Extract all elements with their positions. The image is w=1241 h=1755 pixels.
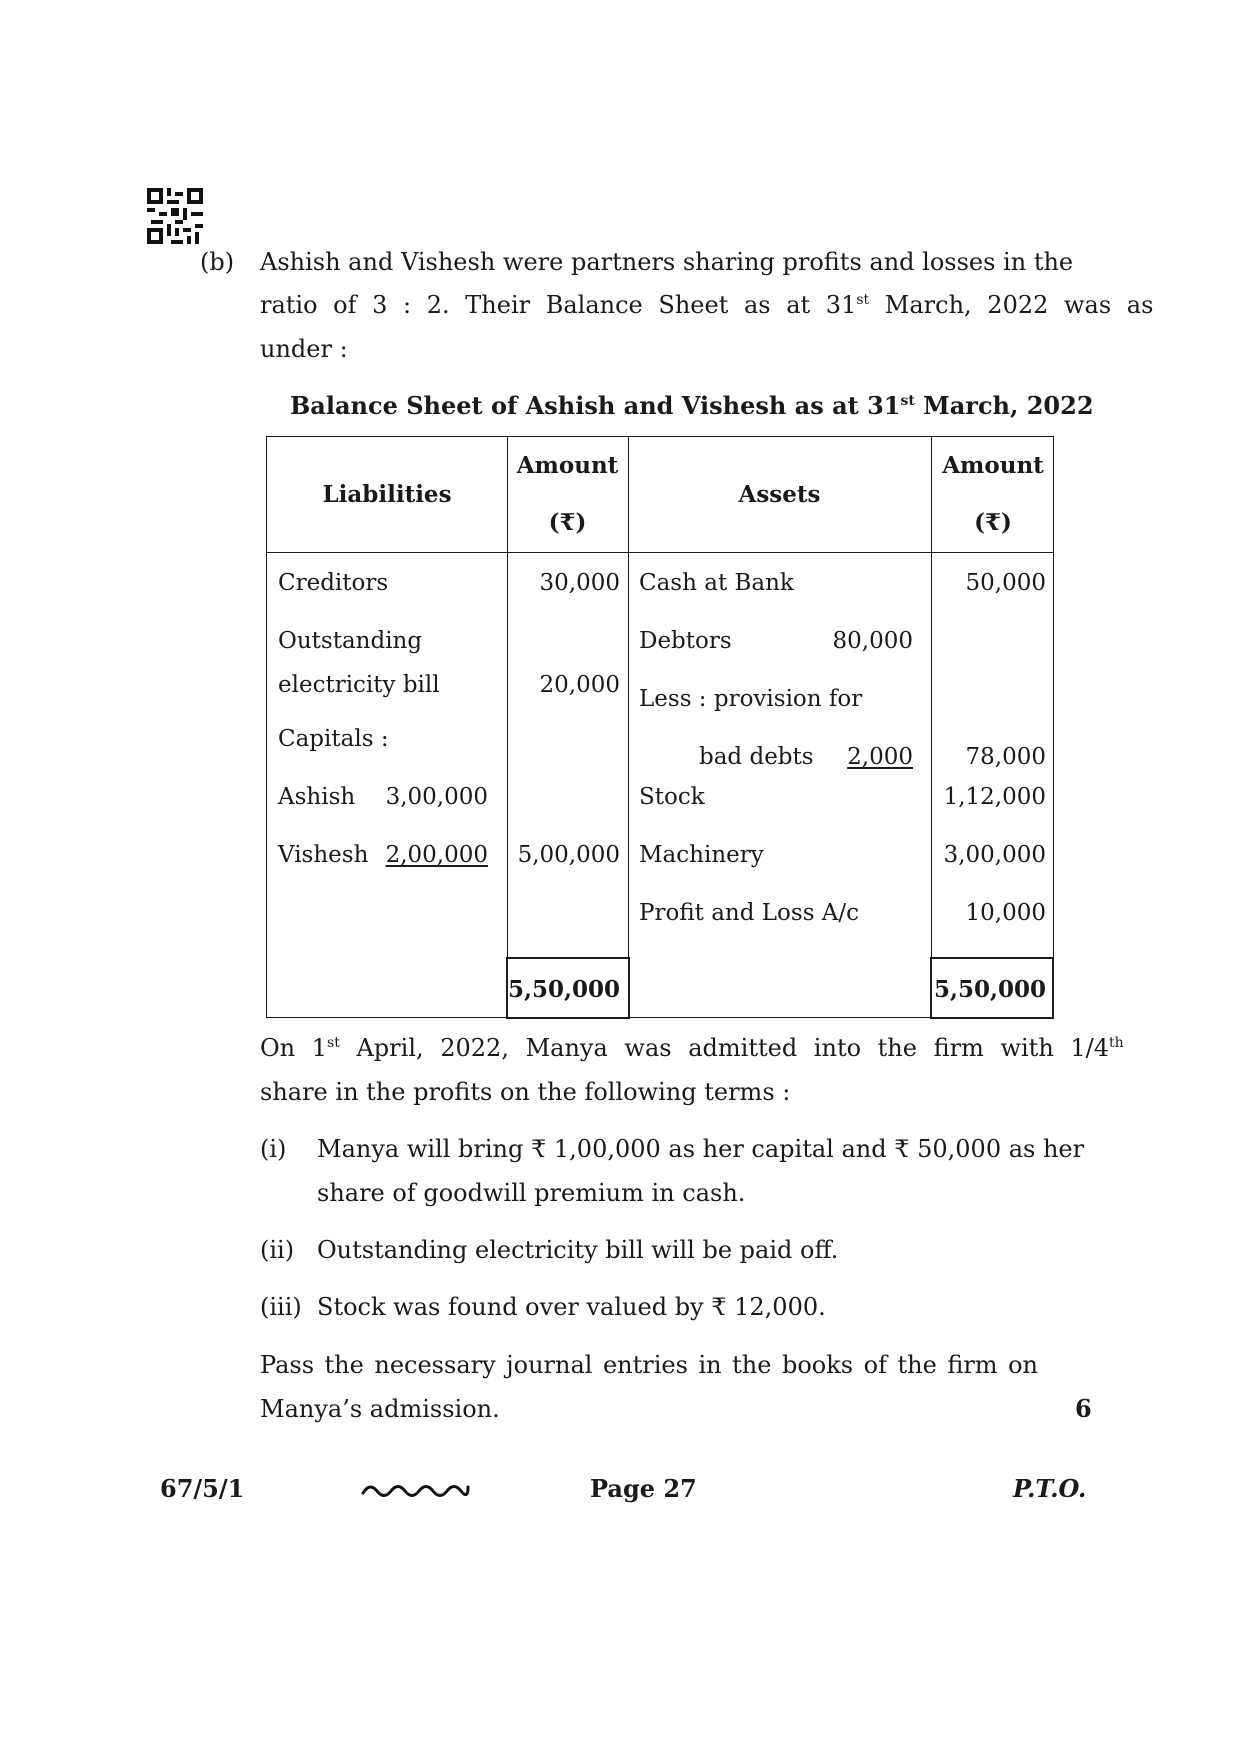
- total-liabilities: 5,50,000: [507, 976, 620, 1003]
- pto: P.T.O.: [1013, 1474, 1087, 1503]
- asset-bad-debts: bad debts: [699, 744, 814, 770]
- header-liabilities: Liabilities: [322, 481, 452, 508]
- admission-sup2: th: [1109, 1035, 1124, 1051]
- asset-machinery-amount: 3,00,000: [943, 842, 1046, 868]
- paper-code: 67/5/1: [160, 1474, 245, 1503]
- liability-ashish-amount: 3,00,000: [385, 784, 488, 810]
- term-3-number: (iii): [260, 1293, 302, 1321]
- page-number: Page 27: [590, 1474, 697, 1503]
- liability-creditors: Creditors: [278, 570, 389, 596]
- table-divider: [628, 437, 629, 1017]
- term-2-number: (ii): [260, 1236, 295, 1264]
- balance-sheet-title: [290, 391, 1094, 420]
- header-assets: Assets: [738, 481, 821, 508]
- term-2-line-1: Outstanding electricity bill will be paid off.: [317, 1236, 839, 1264]
- admission-mid: April, 2022, Manya was admitted into the firm with 1/4: [339, 1034, 1110, 1062]
- liability-ashish: Ashish: [278, 784, 356, 810]
- asset-less-provision: Less : provision for: [639, 686, 863, 712]
- term-1-line-1: Manya will bring ₹ 1,00,000 as her capital and ₹ 50,000 as her: [317, 1135, 1085, 1163]
- intro-line-2-post: March, 2022 was as: [869, 291, 1154, 319]
- asset-debtors-amount: 80,000: [832, 628, 913, 654]
- liability-vishesh: Vishesh: [278, 842, 369, 868]
- asset-cash: Cash at Bank: [639, 570, 794, 596]
- liability-capitals: Capitals :: [278, 726, 389, 752]
- title-pre: Balance Sheet of Ashish and Vishesh as at 31: [290, 391, 901, 420]
- admission-pre: On 1: [260, 1034, 328, 1062]
- intro-line-1: Ashish and Vishesh were partners sharing profits and losses in the: [260, 248, 1074, 276]
- term-1-number: (i): [260, 1135, 287, 1163]
- asset-machinery: Machinery: [639, 842, 764, 868]
- liability-outstanding-line1: Outstanding: [278, 628, 423, 654]
- intro-line-2-sup: st: [856, 292, 870, 308]
- header-currency-assets: (₹): [974, 509, 1012, 536]
- header-currency-liabilities: (₹): [548, 509, 587, 536]
- title-post: March, 2022: [914, 391, 1094, 420]
- balance-sheet-table: [266, 436, 1054, 1018]
- term-1-line-2: share of goodwill premium in cash.: [317, 1179, 746, 1207]
- liability-creditors-amount: 30,000: [539, 570, 620, 596]
- intro-line-3: under :: [260, 335, 348, 363]
- intro-line-2-pre: ratio of 3 : 2. Their Balance Sheet as at 31: [260, 291, 857, 319]
- asset-stock: Stock: [639, 784, 705, 810]
- header-amount-liabilities: Amount: [516, 452, 619, 479]
- asset-debtors-net: 78,000: [965, 744, 1046, 770]
- asset-debtors: Debtors: [639, 628, 732, 654]
- wave-ornament-icon: [360, 1478, 470, 1500]
- question-label: (b): [200, 248, 235, 276]
- asset-cash-amount: 50,000: [965, 570, 1046, 596]
- asset-profit-loss: Profit and Loss A/c: [639, 900, 860, 926]
- asset-stock-amount: 1,12,000: [943, 784, 1046, 810]
- admission-line-1: [260, 1034, 1124, 1062]
- title-sup: st: [900, 393, 915, 409]
- asset-profit-loss-amount: 10,000: [965, 900, 1046, 926]
- table-header-rule: [267, 552, 1053, 553]
- liability-capitals-total: 5,00,000: [517, 842, 620, 868]
- qr-code-icon: [147, 188, 203, 244]
- liability-vishesh-amount: [367, 844, 488, 867]
- asset-bad-debts-amount-text: 2,000: [847, 744, 913, 770]
- marks: 6: [1075, 1394, 1092, 1423]
- instruction-line-1: Pass the necessary journal entries in the books of the firm on: [260, 1351, 1038, 1379]
- asset-bad-debts-amount: [807, 746, 913, 769]
- admission-sup1: st: [327, 1035, 340, 1051]
- admission-line-2: share in the profits on the following terms :: [260, 1078, 791, 1106]
- header-amount-assets: Amount: [942, 452, 1044, 479]
- liability-vishesh-amount-text: 2,00,000: [385, 842, 488, 868]
- intro-line-2: [260, 291, 1154, 319]
- total-assets: 5,50,000: [933, 976, 1046, 1003]
- term-3-line-1: Stock was found over valued by ₹ 12,000.: [317, 1293, 826, 1321]
- liability-outstanding-amount: 20,000: [539, 672, 620, 698]
- instruction-line-2: Manya’s admission.: [260, 1395, 500, 1423]
- liability-outstanding-line2: electricity bill: [278, 672, 440, 698]
